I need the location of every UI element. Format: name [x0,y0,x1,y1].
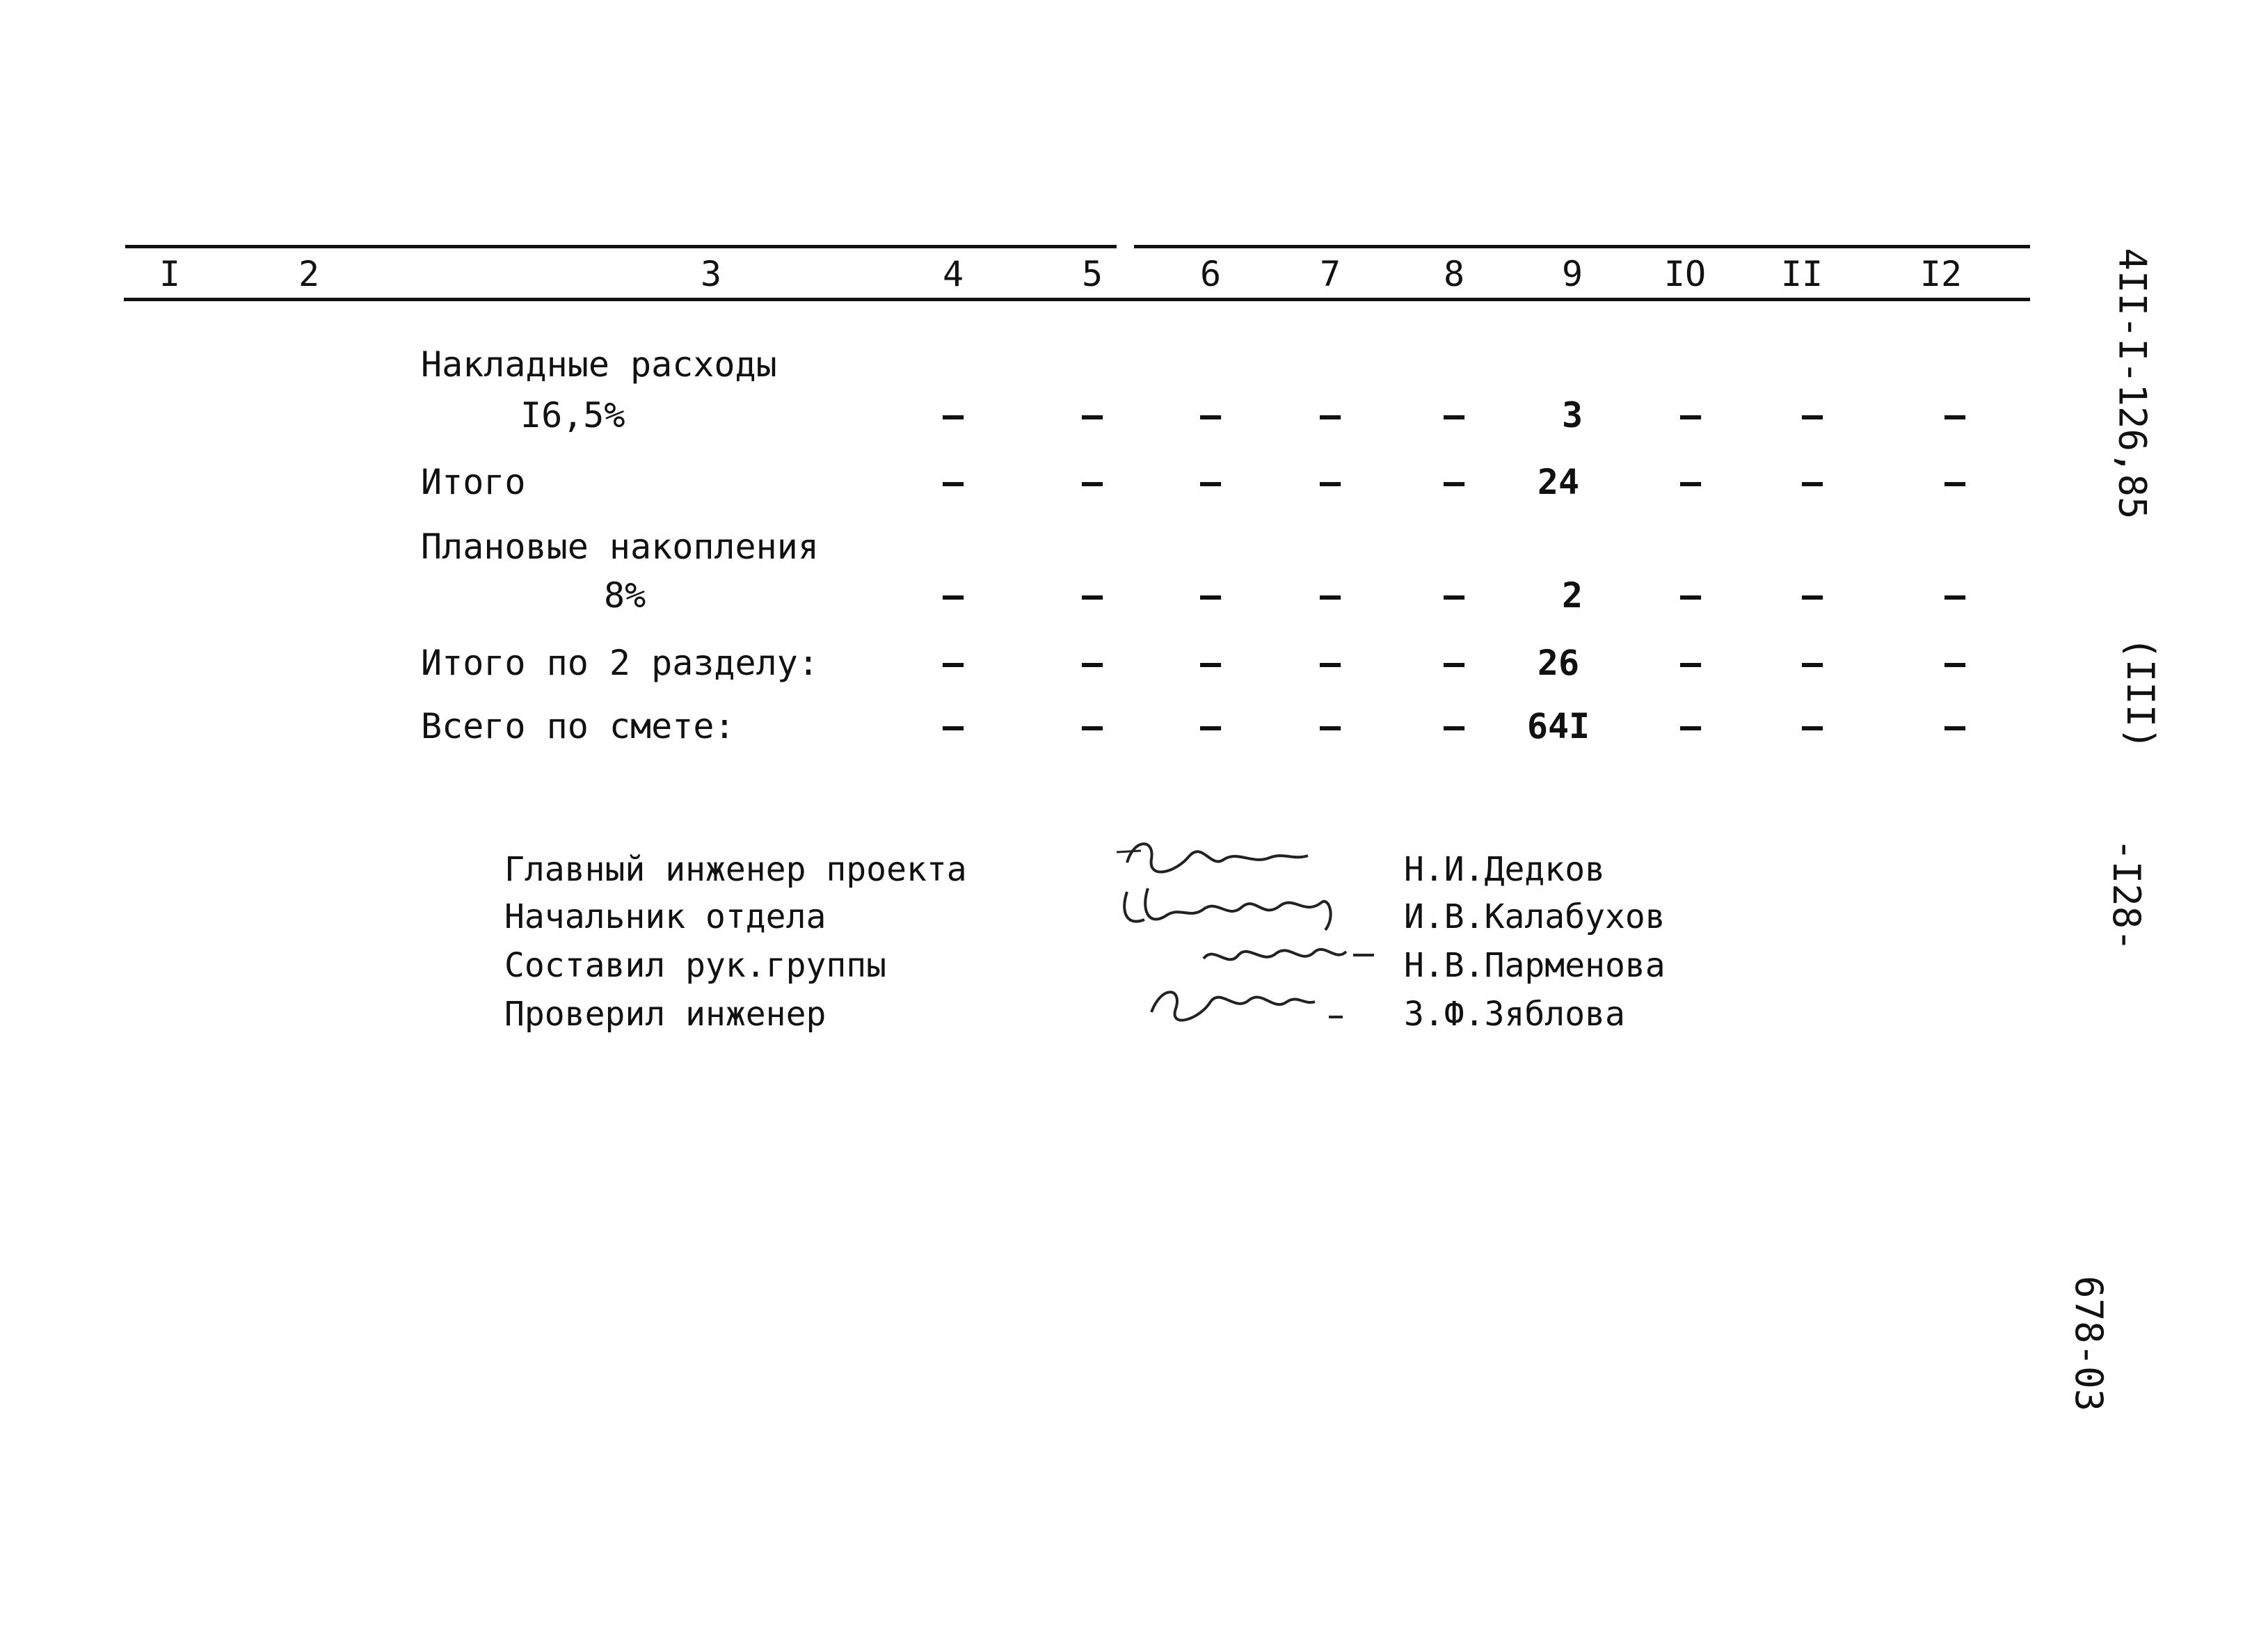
row-label-overhead: Накладные расходы [421,344,777,385]
handwritten-signature-4 [1141,974,1350,1030]
column-header-12: I2 [1919,254,1963,294]
cell-r5-c6: – [1199,706,1222,746]
column-header-1: I [159,254,181,294]
signer-name-chief-engineer: Н.И.Дедков [1404,850,1605,889]
cell-r3-c5: – [1081,575,1103,616]
cell-r4-c5: – [1081,643,1103,683]
cell-r3-c12: – [1944,575,1966,616]
column-header-4: 4 [942,254,964,294]
column-header-9: 9 [1561,254,1583,294]
row-label-grand-total: Всего по смете: [421,706,735,746]
signer-role-department-head: Начальник отдела [504,897,826,936]
column-header-6: 6 [1199,254,1222,294]
signer-name-department-head: И.В.Калабухов [1404,897,1666,936]
cell-r4-c6: – [1199,643,1222,683]
column-header-5: 5 [1081,254,1103,294]
cell-r2-c10: – [1679,462,1702,502]
table-top-rule-right [1134,245,2030,248]
cell-r5-c10: – [1679,706,1702,746]
cell-r4-c7: – [1319,643,1341,683]
cell-r3-c11: – [1801,575,1823,616]
signer-role-chief-engineer: Главный инженер проекта [504,850,967,889]
cell-r1-c4: – [942,395,964,435]
page-number-label: -I28- [2104,838,2148,952]
archive-stamp-label: 678-03 [2067,1275,2111,1412]
cell-r2-c5: – [1081,462,1103,502]
cell-r4-c12: – [1944,643,1966,683]
cell-r3-c8: – [1443,575,1465,616]
cell-r1-c9: 3 [1561,395,1583,435]
row-label-total: Итого [421,462,526,502]
handwritten-signature-3 [1197,931,1377,979]
cell-r1-c8: – [1443,395,1465,435]
table-top-rule-left [125,245,1117,248]
column-header-2: 2 [298,254,320,294]
cell-r1-c5: – [1081,395,1103,435]
cell-r3-c7: – [1319,575,1341,616]
cell-r1-c6: – [1199,395,1222,435]
cell-r3-c6: – [1199,575,1222,616]
cell-r1-c11: – [1801,395,1823,435]
cell-r5-c4: – [942,706,964,746]
signer-name-compiler: Н.В.Парменова [1404,946,1666,985]
cell-r4-c11: – [1801,643,1823,683]
cell-r4-c8: – [1443,643,1465,683]
cell-r5-c12: – [1944,706,1966,746]
column-header-11: II [1780,254,1823,294]
cell-r1-c7: – [1319,395,1341,435]
cell-r5-c9: 64I [1526,706,1590,746]
cell-r4-c10: – [1679,643,1702,683]
cell-r5-c7: – [1319,706,1341,746]
cell-r2-c12: – [1944,462,1966,502]
cell-r1-c10: – [1679,395,1702,435]
cell-r2-c6: – [1199,462,1222,502]
cell-r1-c12: – [1944,395,1966,435]
cell-r3-c10: – [1679,575,1702,616]
cell-r2-c7: – [1319,462,1341,502]
table-header-bottom-rule [124,298,2030,301]
column-header-8: 8 [1443,254,1465,294]
signer-role-compiler: Составил рук.группы [504,946,887,985]
row-sublabel-overhead-rate: I6,5% [520,395,625,435]
row-sublabel-planned-savings-rate: 8% [604,575,646,616]
cell-r2-c4: – [942,462,964,502]
column-header-10: IO [1663,254,1707,294]
cell-r5-c5: – [1081,706,1103,746]
signer-name-checker: З.Ф.Зяблова [1404,995,1625,1034]
doc-code-label: 4II-I-126,85 [2110,248,2155,520]
cell-r3-c4: – [942,575,964,616]
column-header-7: 7 [1319,254,1341,294]
row-label-section-2-total: Итого по 2 разделу: [421,643,819,683]
signer-role-checker: Проверил инженер [504,995,826,1034]
cell-r2-c8: – [1443,462,1465,502]
volume-label: (III) [2118,636,2162,750]
cell-r4-c9: 26 [1537,643,1580,683]
row-label-planned-savings: Плановые накопления [421,527,819,567]
cell-r2-c11: – [1801,462,1823,502]
cell-r3-c9: 2 [1561,575,1583,616]
cell-r5-c11: – [1801,706,1823,746]
column-header-3: 3 [700,254,722,294]
cell-r5-c8: – [1443,706,1465,746]
cell-r4-c4: – [942,643,964,683]
cell-r2-c9: 24 [1537,462,1580,502]
